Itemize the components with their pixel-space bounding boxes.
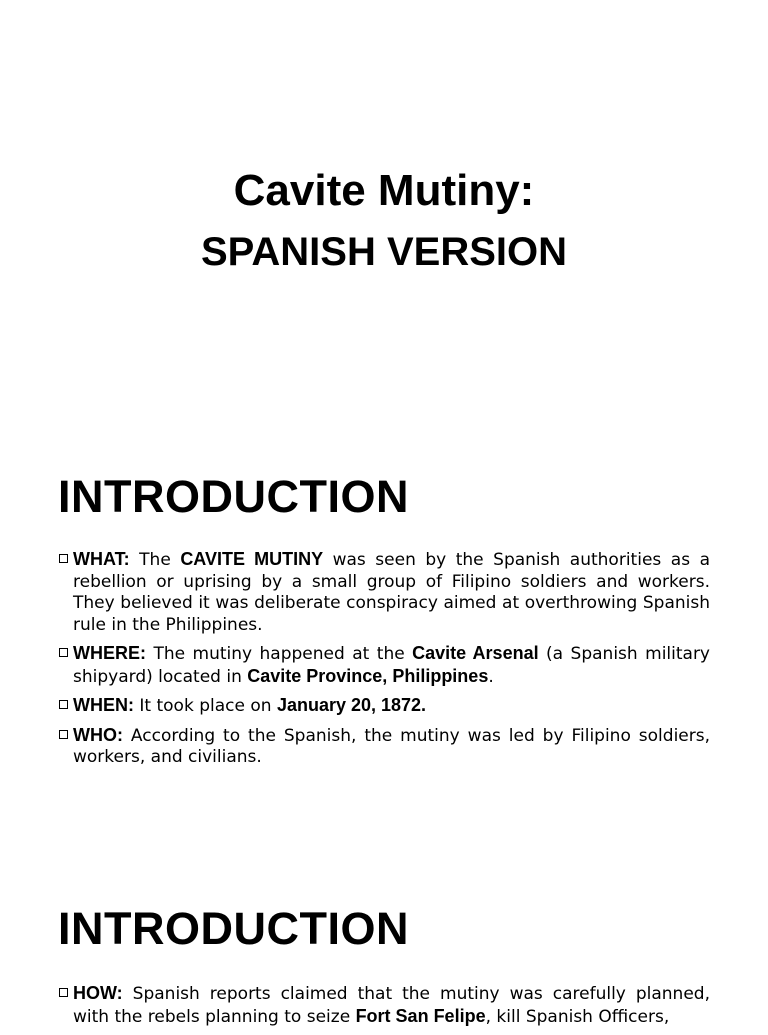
bullet-who (59, 725, 710, 769)
bullet-text (73, 984, 710, 1027)
checkbox-bullet-icon (59, 554, 68, 563)
highlighted-term: January 20, 1872. (276, 695, 427, 715)
checkbox-bullet-icon (59, 700, 68, 709)
bullet-list-introduction-2 (59, 983, 710, 1035)
checkbox-bullet-icon (59, 730, 68, 739)
bullet-text (73, 644, 710, 687)
bullet-label: WHERE: (73, 643, 146, 663)
slide-subtitle: SPANISH VERSION (201, 230, 567, 274)
checkbox-bullet-icon (59, 648, 68, 657)
bullet-label: WHAT: (73, 549, 130, 569)
section-heading-introduction: INTRODUCTION (58, 471, 409, 522)
bullet-segment: (a Spanish military shipyard) located in (73, 644, 710, 687)
bullet-segment: . (488, 666, 494, 687)
bullet-list-introduction (59, 549, 710, 776)
section-heading-introduction-2: INTRODUCTION (58, 903, 409, 954)
bullet-text (73, 696, 426, 716)
bullet-where (59, 643, 710, 688)
bullet-when (59, 695, 710, 718)
bullet-segment: Spanish reports claimed that the mutiny was carefully planned, with the rebels planning to seize (73, 984, 710, 1027)
bullet-how (59, 983, 710, 1028)
bullet-segment: According to the Spanish, the mutiny was led by Filipino soldiers, workers, and civilians. (73, 725, 710, 767)
bullet-label: HOW: (73, 983, 123, 1003)
bullet-segment: was seen by the Spanish authorities as a rebellion or uprising by a small group of Filipino soldiers and workers. They believed it was deliberate conspiracy aimed at overthrowing Spanish rule in the Philippines. (73, 550, 710, 635)
highlighted-term: CAVITE MUTINY (180, 549, 324, 569)
bullet-what (59, 549, 710, 636)
checkbox-bullet-icon (59, 988, 68, 997)
bullet-segment: The mutiny happened at the (146, 644, 413, 664)
bullet-label: WHEN: (73, 695, 134, 715)
bullet-segment: The (129, 550, 181, 570)
highlighted-term: Cavite Province, Philippines (247, 665, 489, 686)
bullet-segment: It took place on (134, 696, 277, 716)
highlighted-term: Cavite Arsenal (412, 643, 539, 663)
highlighted-term: Fort San Felipe (355, 1005, 486, 1026)
bullet-text (73, 726, 710, 768)
bullet-text (73, 550, 710, 635)
slide-title: Cavite Mutiny: (233, 166, 535, 215)
bullet-label: WHO: (73, 724, 123, 745)
bullet-segment: , kill Spanish Officers, (485, 1006, 670, 1027)
